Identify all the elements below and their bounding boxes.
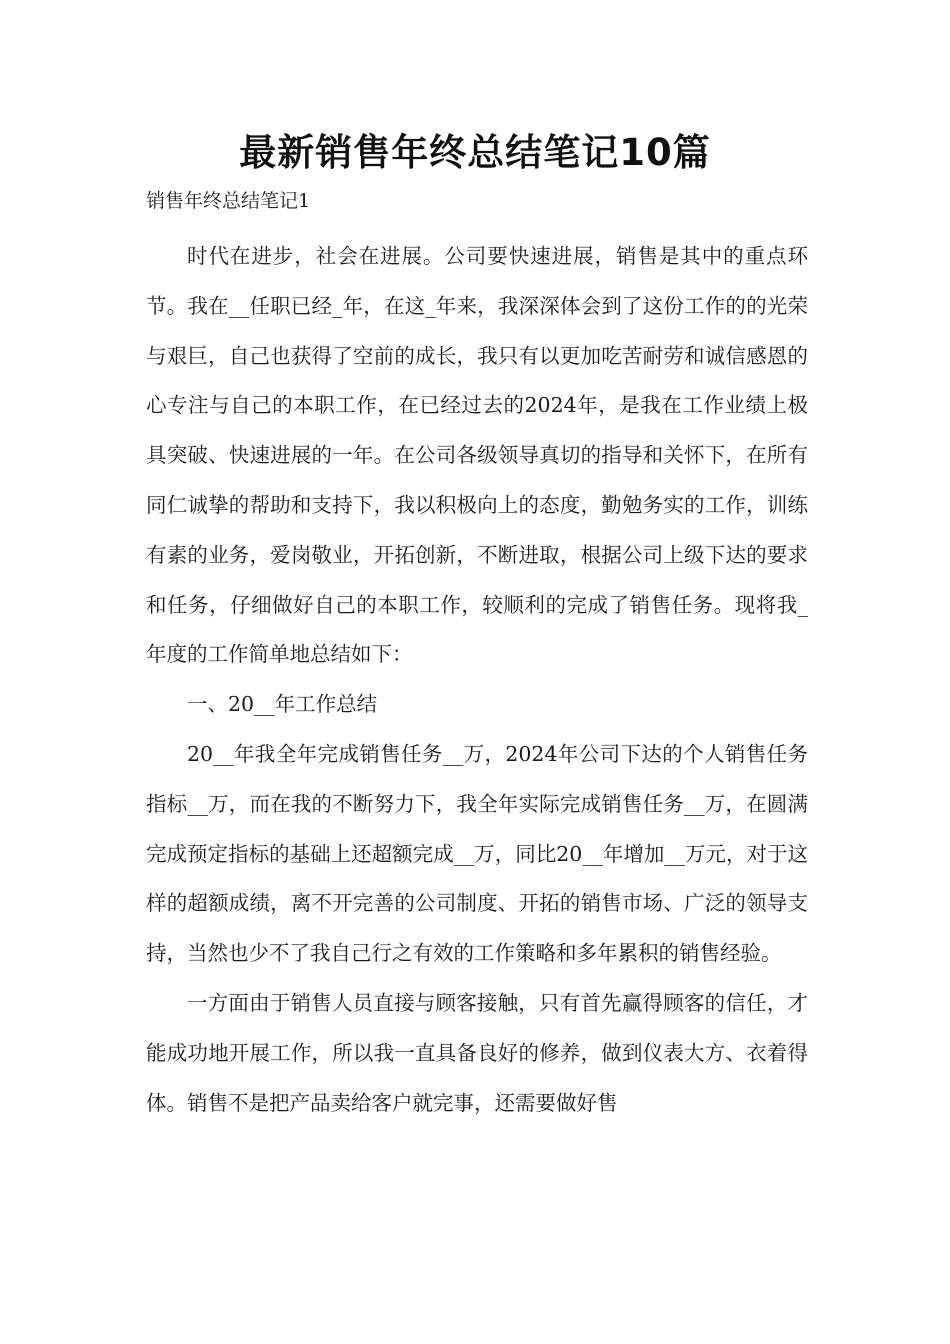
section-heading: 一、20__年工作总结	[187, 692, 378, 717]
paragraph-customer-trust: 一方面由于销售人员直接与顾客接触，只有首先赢得顾客的信任，才能成功地开展工作，所以我一直具备良好的修养，做到仪表大方、衣着得体。销售不是把产品卖给客户就完事，还需要做好售	[146, 990, 808, 1115]
paragraph-intro: 时代在进步，社会在进展。公司要快速进展，销售是其中的重点环节。我在__任职已经_年，在这_年来，我深深体会到了这份工作的的光荣与艰巨，自己也获得了空前的成长，我只有以更加吃苦耐劳和诚信感恩的心专注与自己的本职工作，在已经过去的2024年，是我在工作业绩上极具突破、快速进展的一年。在公司各级领导真切的指导和关怀下，在所有同仁诚挚的帮助和支持下，我以积极向上的态度，勤勉务实的工作，训练有素的业务，爱岗敬业，开拓创新，不断进取，根据公司上级下达的要求和任务，仔细做好自己的本职工作，较顺利的完成了销售任务。现将我_年度的工作简单地总结如下：	[146, 244, 808, 667]
section-subtitle: 销售年终总结笔记1	[146, 190, 311, 212]
document-body	[146, 232, 808, 1128]
document-title: 最新销售年终总结笔记10篇	[239, 131, 711, 174]
paragraph-sales-results: 20__年我全年完成销售任务__万，2024年公司下达的个人销售任务指标__万，而在我的不断努力下，我全年实际完成销售任务__万，在圆满完成预定指标的基础上还超额完成__万，同比20__年增加__万元，对于这样的超额成绩，离不开完善的公司制度、开拓的销售市场、广泛的领导支持，当然也少不了我自己行之有效的工作策略和多年累积的销售经验。	[146, 741, 808, 966]
